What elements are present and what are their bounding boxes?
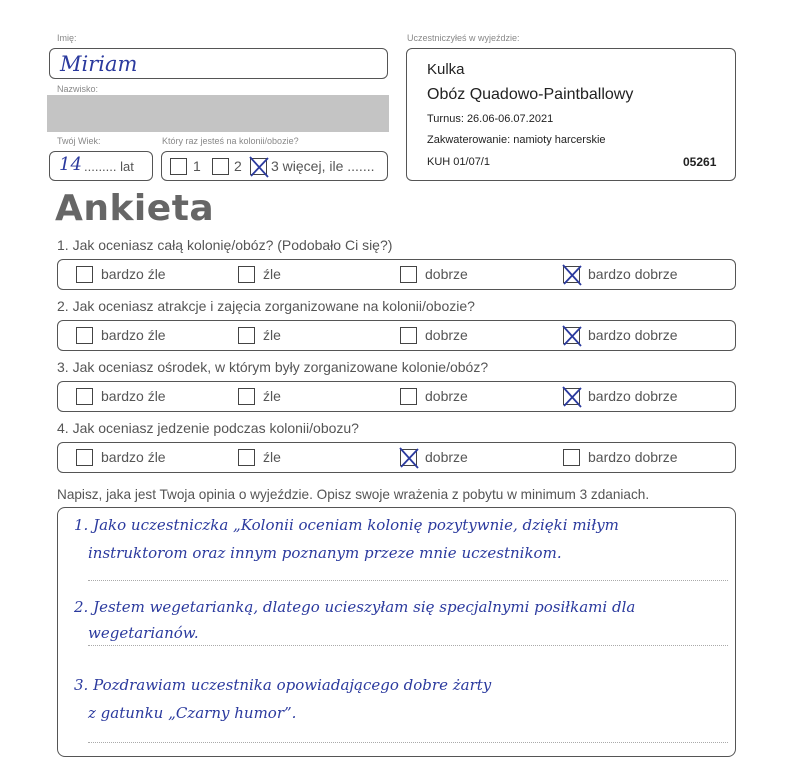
opinion-line: z gatunku „Czarny humor”. bbox=[88, 704, 297, 722]
visits-option-1: 1 bbox=[193, 158, 201, 174]
camp-code: KUH 01/07/1 bbox=[427, 156, 490, 168]
rating-option-label: bardzo źle bbox=[101, 266, 166, 282]
camp-lodging: Zakwaterowanie: namioty harcerskie bbox=[427, 134, 606, 146]
check-mark-icon bbox=[561, 385, 583, 409]
rating-option-label: źle bbox=[263, 266, 281, 282]
rating-option-label: bardzo źle bbox=[101, 327, 166, 343]
check-mark-icon bbox=[398, 446, 420, 470]
rating-row bbox=[57, 381, 736, 412]
last-name-label: Nazwisko: bbox=[57, 84, 99, 94]
rating-option-label: bardzo dobrze bbox=[588, 388, 678, 404]
visits-checkbox-2[interactable] bbox=[212, 158, 229, 175]
rating-option-label: bardzo dobrze bbox=[588, 266, 678, 282]
rating-option-label: dobrze bbox=[425, 327, 468, 343]
visits-label: Który raz jesteś na kolonii/obozie? bbox=[162, 136, 299, 146]
rating-option-label: bardzo źle bbox=[101, 449, 166, 465]
visits-option-2: 2 bbox=[234, 158, 242, 174]
question-text: 2. Jak oceniasz atrakcje i zajęcia zorganizowane na kolonii/obozie? bbox=[57, 298, 475, 314]
rating-checkbox[interactable] bbox=[563, 266, 580, 283]
rating-checkbox[interactable] bbox=[400, 388, 417, 405]
rating-option-label: źle bbox=[263, 388, 281, 404]
rating-checkbox[interactable] bbox=[563, 388, 580, 405]
opinion-line: wegetarianów. bbox=[88, 624, 199, 642]
dotted-line bbox=[88, 742, 728, 743]
opinion-line: 3. Pozdrawiam uczestnika opowiadającego dobre żarty bbox=[74, 676, 492, 694]
age-label: Twój Wiek: bbox=[57, 136, 101, 146]
rating-checkbox[interactable] bbox=[76, 266, 93, 283]
rating-checkbox[interactable] bbox=[76, 327, 93, 344]
question-text: 3. Jak oceniasz ośrodek, w którym były zorganizowane kolonie/obóz? bbox=[57, 359, 489, 375]
dotted-line bbox=[88, 645, 728, 646]
rating-row bbox=[57, 259, 736, 290]
rating-checkbox[interactable] bbox=[238, 327, 255, 344]
rating-option-label: bardzo źle bbox=[101, 388, 166, 404]
camp-turnus: Turnus: 26.06-06.07.2021 bbox=[427, 113, 554, 125]
rating-checkbox[interactable] bbox=[563, 449, 580, 466]
rating-row bbox=[57, 442, 736, 473]
rating-row bbox=[57, 320, 736, 351]
rating-checkbox[interactable] bbox=[238, 266, 255, 283]
visits-checkbox-1[interactable] bbox=[170, 158, 187, 175]
check-mark-icon bbox=[561, 324, 583, 348]
check-mark-icon bbox=[248, 155, 270, 179]
camp-number: 05261 bbox=[683, 155, 717, 169]
rating-checkbox[interactable] bbox=[238, 388, 255, 405]
question-text: 4. Jak oceniasz jedzenie podczas kolonii/obozu? bbox=[57, 420, 359, 436]
opinion-line: instruktorom oraz innym poznanym przeze mnie uczestnikom. bbox=[88, 544, 562, 562]
rating-option-label: bardzo dobrze bbox=[588, 449, 678, 465]
dotted-line bbox=[88, 580, 728, 581]
visits-option-3: 3 więcej, ile ....... bbox=[271, 158, 375, 174]
rating-checkbox[interactable] bbox=[400, 266, 417, 283]
rating-checkbox[interactable] bbox=[400, 327, 417, 344]
camp-name: Kulka bbox=[427, 61, 465, 78]
age-value: 14 bbox=[59, 154, 82, 175]
rating-option-label: bardzo dobrze bbox=[588, 327, 678, 343]
camp-info-card bbox=[406, 48, 736, 181]
rating-option-label: dobrze bbox=[425, 449, 468, 465]
rating-checkbox[interactable] bbox=[563, 327, 580, 344]
rating-option-label: dobrze bbox=[425, 388, 468, 404]
visits-checkbox-3[interactable] bbox=[250, 158, 267, 175]
rating-checkbox[interactable] bbox=[400, 449, 417, 466]
visits-field bbox=[161, 151, 388, 181]
rating-checkbox[interactable] bbox=[76, 388, 93, 405]
age-field[interactable] bbox=[49, 151, 153, 181]
age-suffix: ......... lat bbox=[84, 159, 134, 174]
first-name-field[interactable] bbox=[49, 48, 388, 79]
rating-checkbox[interactable] bbox=[76, 449, 93, 466]
rating-checkbox[interactable] bbox=[238, 449, 255, 466]
rating-option-label: źle bbox=[263, 327, 281, 343]
survey-title: Ankieta bbox=[55, 188, 215, 229]
first-name-label: Imię: bbox=[57, 33, 77, 43]
camp-label: Uczestniczyłeś w wyjeździe: bbox=[407, 33, 520, 43]
rating-option-label: dobrze bbox=[425, 266, 468, 282]
camp-title: Obóz Quadowo-Paintballowy bbox=[427, 86, 634, 103]
opinion-line: 1. Jako uczestniczka „Kolonii oceniam kolonię pozytywnie, dzięki miłym bbox=[74, 516, 619, 534]
first-name-value: Miriam bbox=[60, 52, 138, 76]
check-mark-icon bbox=[561, 263, 583, 287]
rating-option-label: źle bbox=[263, 449, 281, 465]
last-name-redaction bbox=[47, 95, 389, 132]
opinion-line: 2. Jestem wegetarianką, dlatego ucieszyłam się specjalnymi posiłkami dla bbox=[74, 598, 636, 616]
question-text: 1. Jak oceniasz całą kolonię/obóz? (Podobało Ci się?) bbox=[57, 237, 393, 253]
opinion-prompt: Napisz, jaka jest Twoja opinia o wyjeździe. Opisz swoje wrażenia z pobytu w minimum 3 zdaniach. bbox=[57, 487, 650, 502]
